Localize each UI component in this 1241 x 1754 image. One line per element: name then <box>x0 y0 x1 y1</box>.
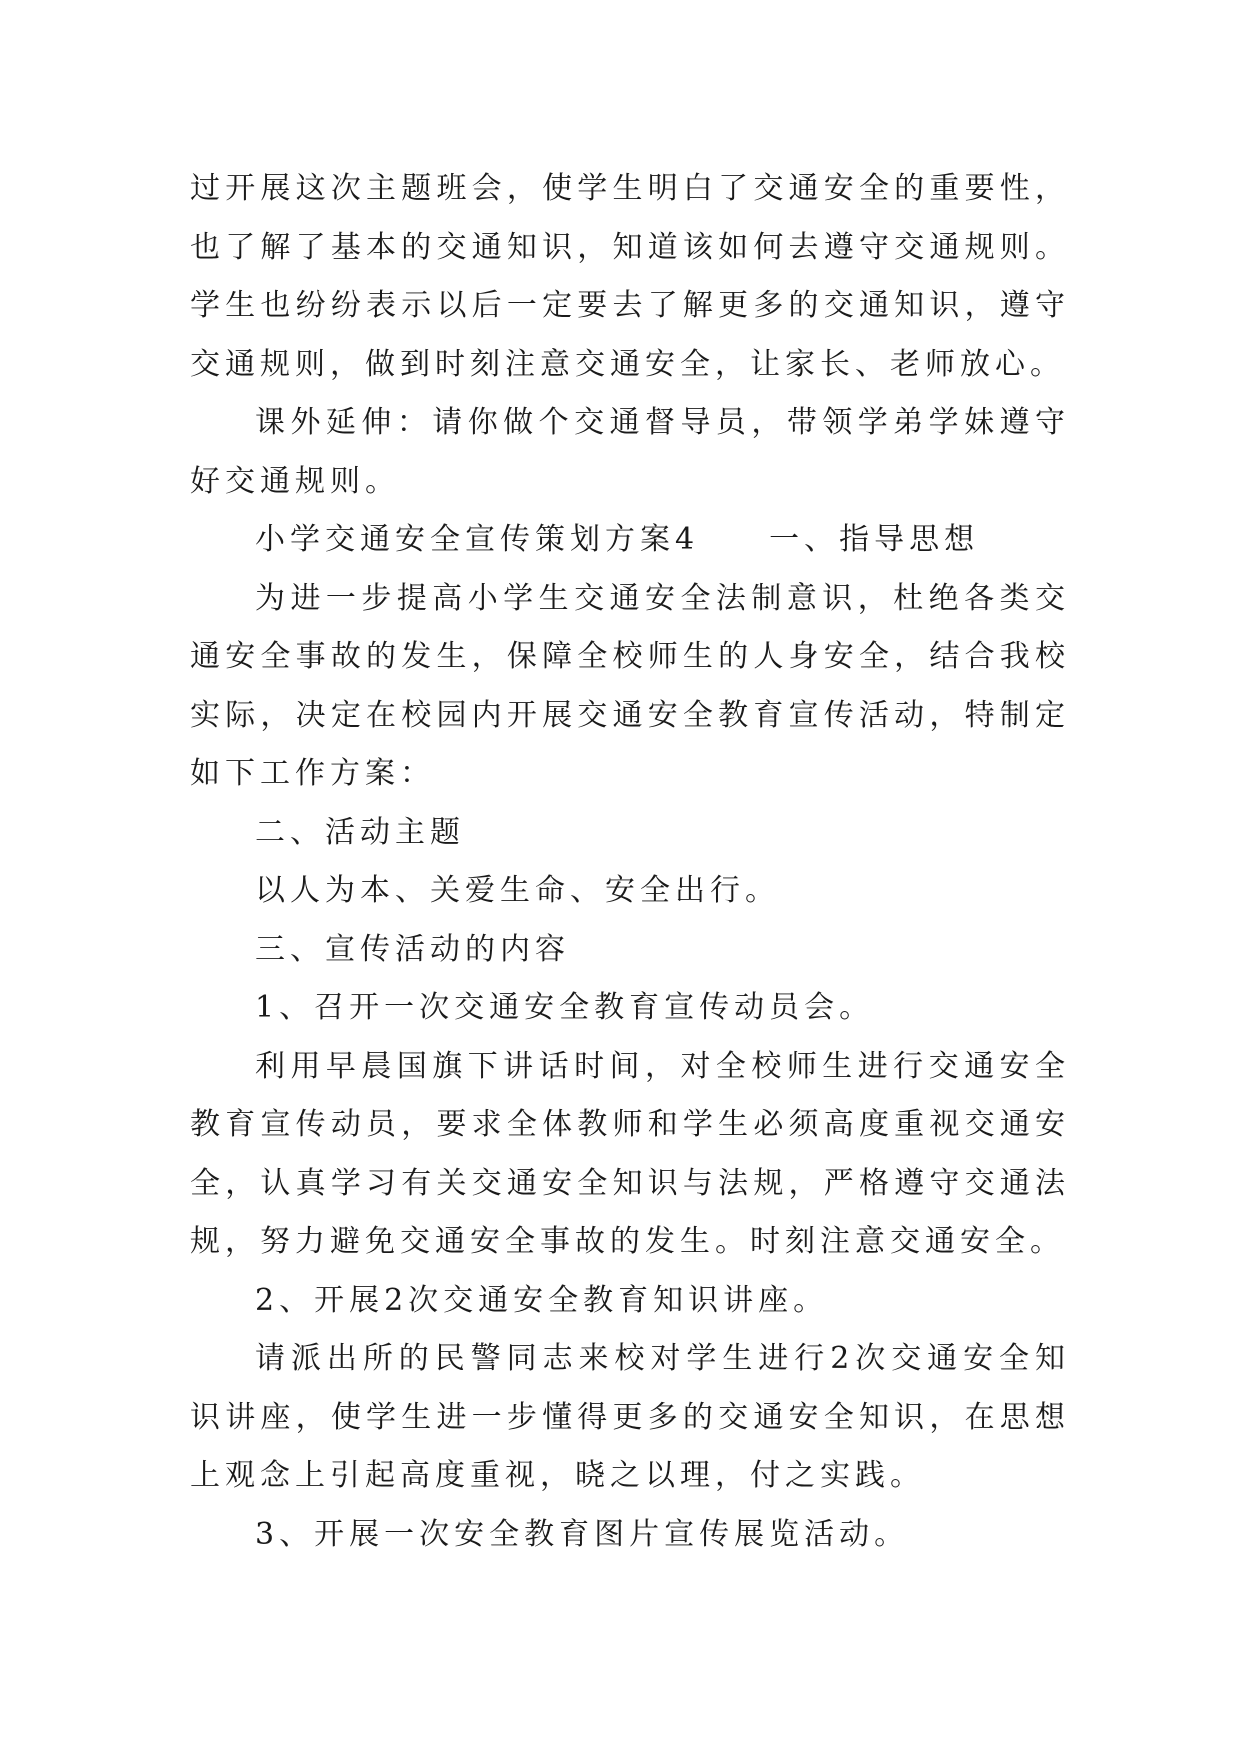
paragraph: 为进一步提高小学生交通安全法制意识，杜绝各类交通安全事故的发生，保障全校师生的人身安全，结合我校实际，决定在校园内开展交通安全教育宣传活动，特制定如下工作方案： <box>190 580 1070 791</box>
paragraph: 课外延伸：请你做个交通督导员，带领学弟学妹遵守好交通规则。 <box>190 405 1070 499</box>
section-heading: 小学交通安全宣传策划方案4 一、指导思想 <box>255 522 980 557</box>
document-body <box>190 160 1070 1564</box>
paragraph: 以人为本、关爱生命、安全出行。 <box>255 873 780 908</box>
paragraph: 利用早晨国旗下讲话时间，对全校师生进行交通安全教育宣传动员，要求全体教师和学生必须高度重视交通安全，认真学习有关交通安全知识与法规，严格遵守交通法规，努力避免交通安全事故的发生。时刻注意交通安全。 <box>190 1048 1070 1259</box>
paragraph: 请派出所的民警同志来校对学生进行2次交通安全知识讲座，使学生进一步懂得更多的交通安全知识，在思想上观念上引起高度重视，晓之以理，付之实践。 <box>190 1341 1070 1493</box>
section-heading: 三、宣传活动的内容 <box>255 931 570 967</box>
section-heading: 二、活动主题 <box>255 814 465 850</box>
list-item: 2、开展2次交通安全教育知识讲座。 <box>255 1282 829 1318</box>
paragraph: 过开展这次主题班会，使学生明白了交通安全的重要性，也了解了基本的交通知识，知道该如何去遵守交通规则。学生也纷纷表示以后一定要去了解更多的交通知识，遵守交通规则，做到时刻注意交通安全，让家长、老师放心。 <box>190 171 1070 382</box>
list-item: 3、开展一次安全教育图片宣传展览活动。 <box>255 1516 910 1552</box>
list-item: 1、召开一次交通安全教育宣传动员会。 <box>255 990 875 1025</box>
